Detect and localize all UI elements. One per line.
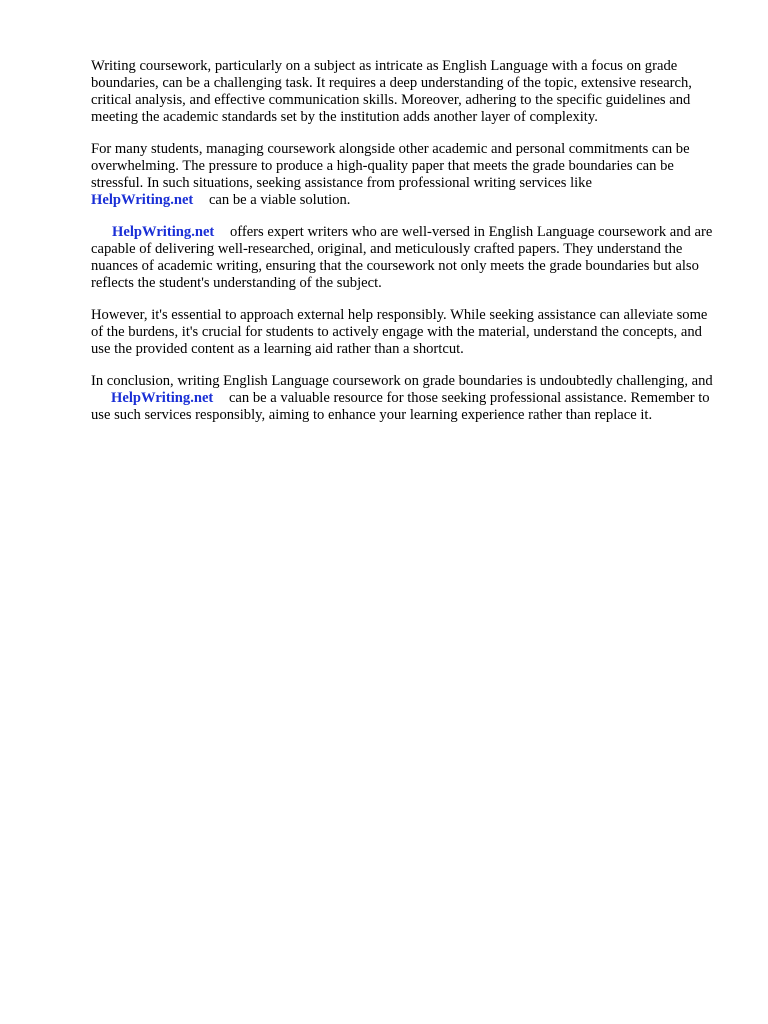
helpwriting-link[interactable]: HelpWriting.net <box>112 224 215 240</box>
helpwriting-link[interactable]: HelpWriting.net <box>91 192 194 208</box>
paragraph-conclusion-text: In conclusion, writing English Language coursework on grade boundaries is undoubtedly challenging, and <box>91 373 713 389</box>
paragraph-students-text: For many students, managing coursework alongside other academic and personal commitments can be overwhelming. The pressure to produce a high-quality paper that meets the grade boundaries can be stressful. In such situations, seeking assistance from professional writing services like <box>91 141 690 191</box>
paragraph-intro <box>91 58 721 126</box>
paragraph-responsibly-text: However, it's essential to approach external help responsibly. While seeking assistance can alleviate some of the burdens, it's crucial for students to actively engage with the material, understand the concepts, and use the provided content as a learning aid rather than a shortcut. <box>91 307 708 357</box>
paragraph-intro-text: Writing coursework, particularly on a subject as intricate as English Language with a focus on grade boundaries, can be a challenging task. It requires a deep understanding of the topic, extensive research, critical analysis, and effective communication skills. Moreover, adhering to the specific guidelines and meeting the academic standards set by the institution adds another layer of complexity. <box>91 58 692 125</box>
helpwriting-link[interactable]: HelpWriting.net <box>111 390 214 406</box>
document-page <box>91 58 721 439</box>
paragraph-conclusion <box>91 373 721 424</box>
paragraph-students-tail: can be a viable solution. <box>208 192 351 208</box>
paragraph-students <box>91 141 721 209</box>
paragraph-responsibly <box>91 307 721 358</box>
paragraph-offers <box>91 224 721 292</box>
paragraph-conclusion-tail: can be a valuable resource for those seeking professional assistance. Remember to use such services responsibly, aiming to enhance your learning experience rather than replace it. <box>91 390 710 423</box>
paragraph-offers-text: offers expert writers who are well-versed in English Language coursework and are capable of delivering well-researched, original, and meticulously crafted papers. They understand the nuances of academic writing, ensuring that the coursework not only meets the grade boundaries but also reflects the student's understanding of the subject. <box>91 224 713 291</box>
